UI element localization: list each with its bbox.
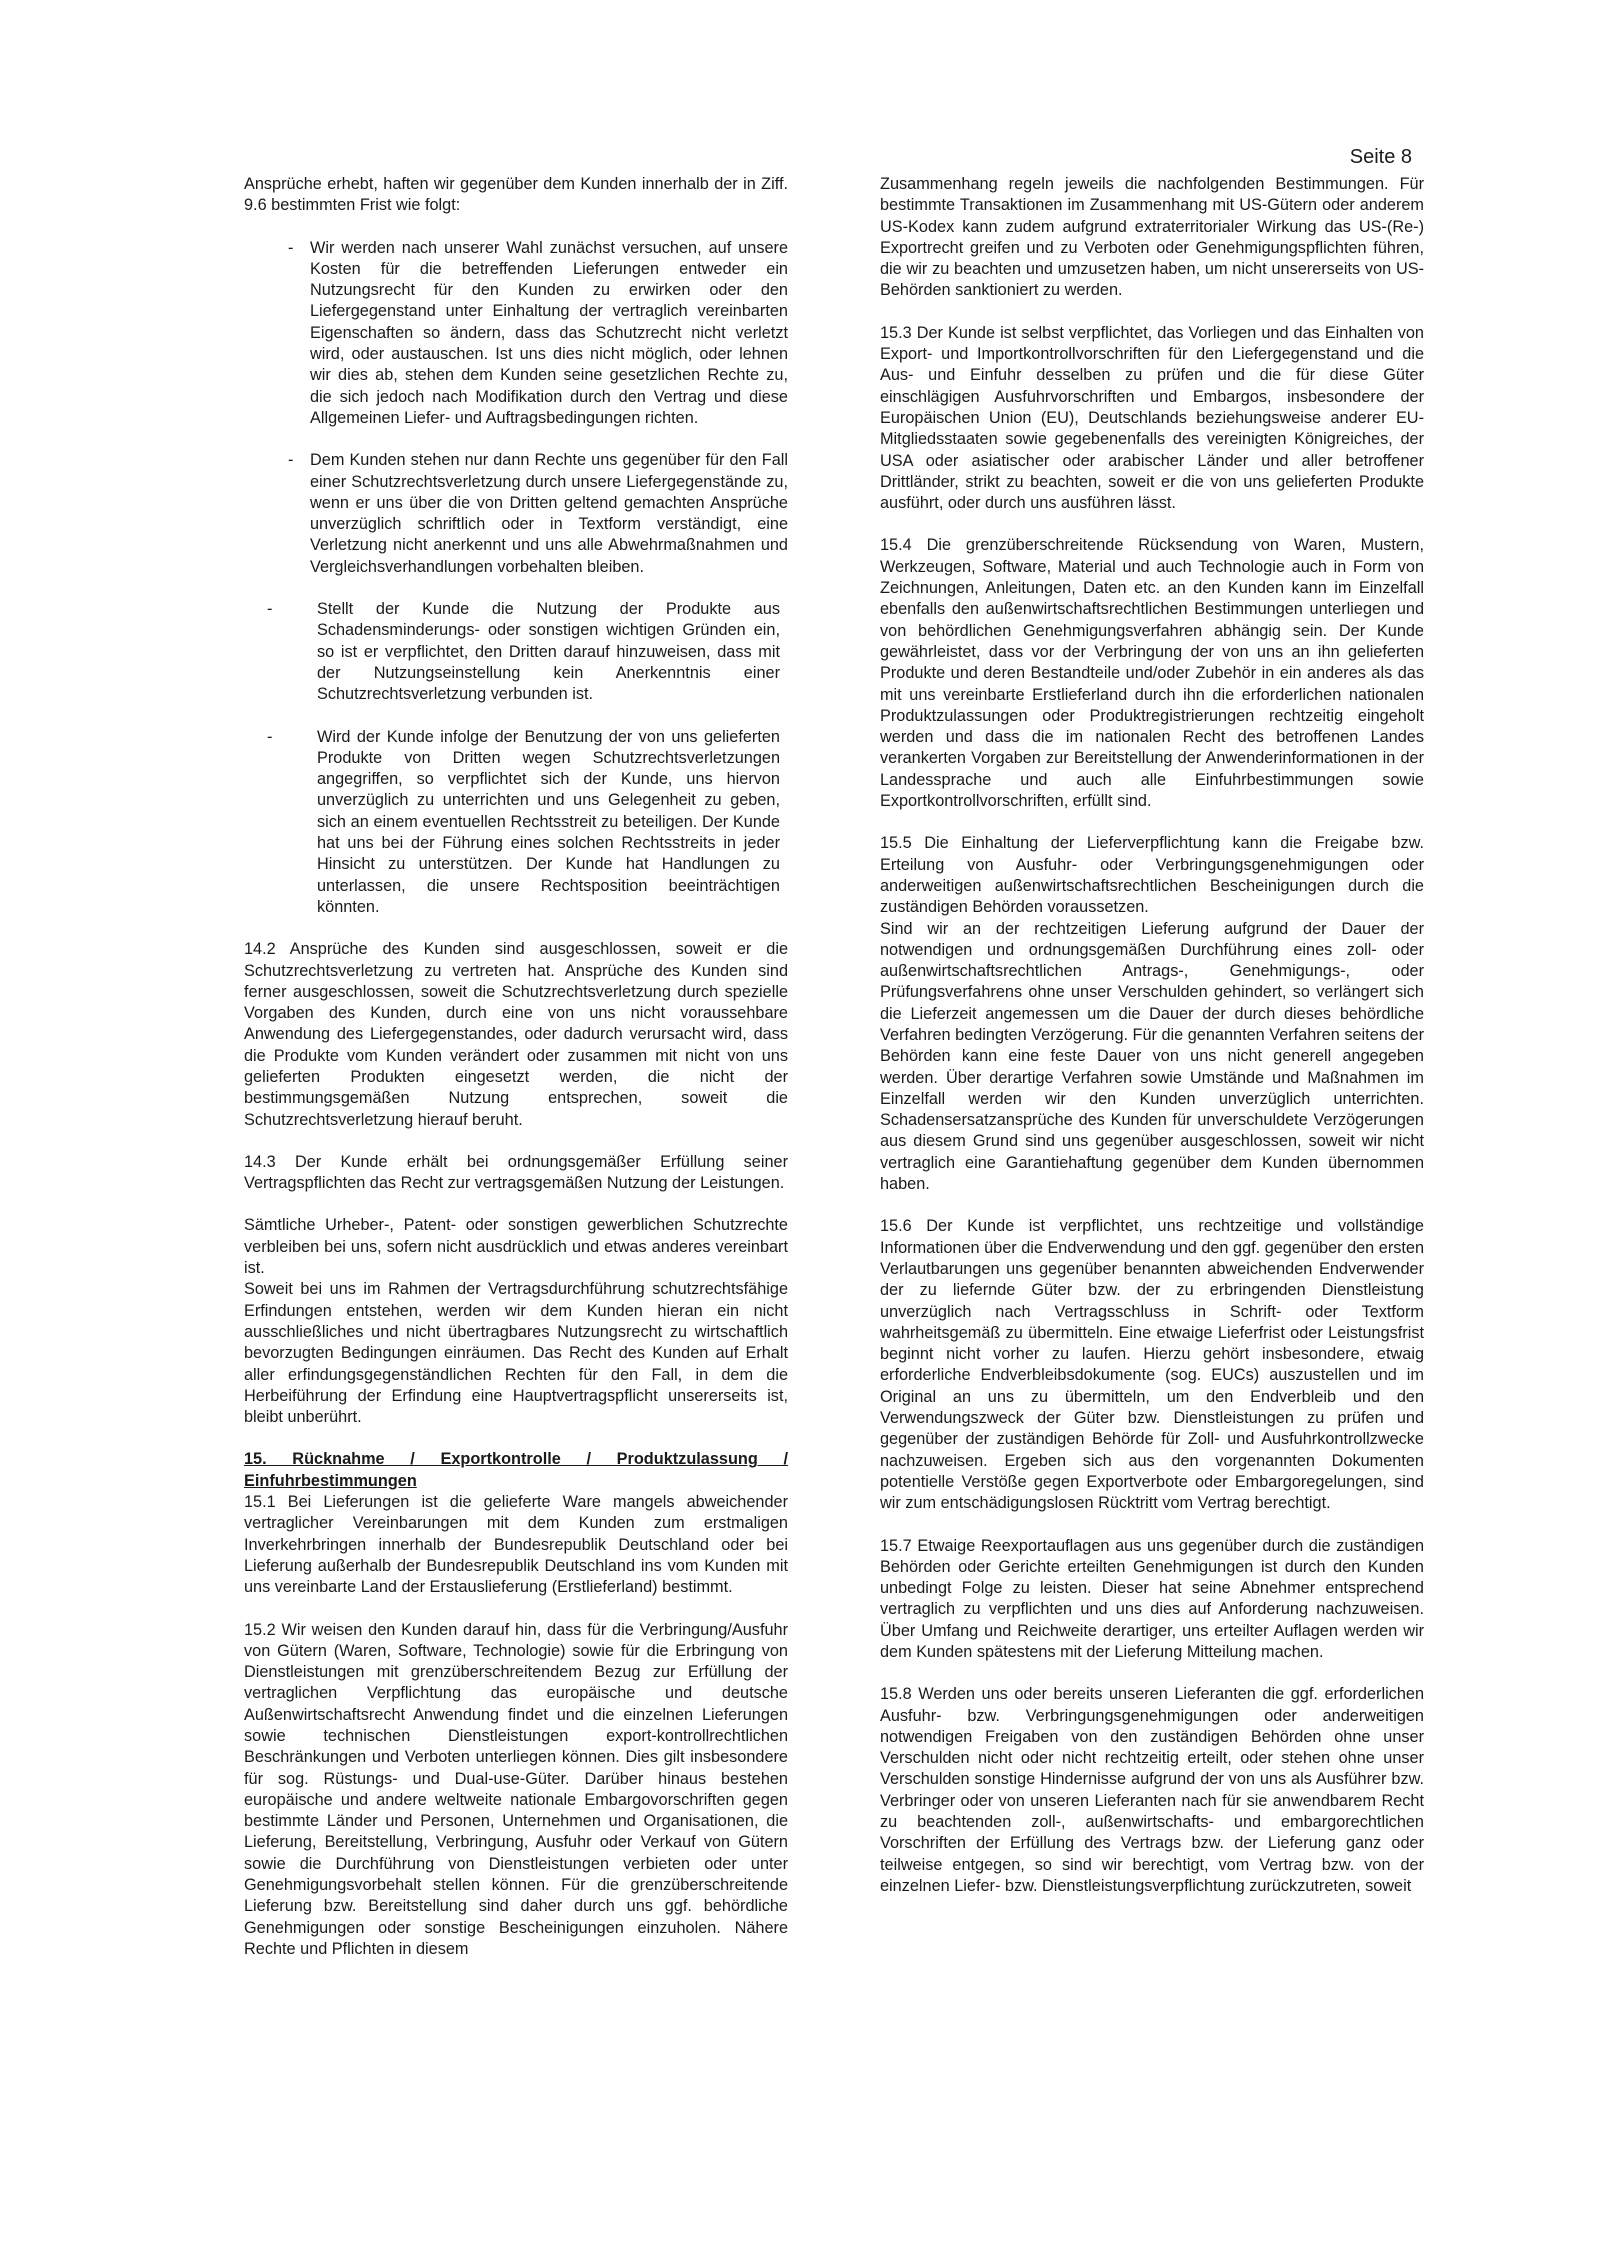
paragraph-15-7: 15.7 Etwaige Reexportauflagen aus uns gegenüber durch die zuständigen Behörden oder Gerichte erteilten Genehmigungen ist durch den Kunden unbedingt Folge zu leisten. Dieser hat seine Abnehmer entsprechend vertraglich zu verpflichten und uns dies auf Anforderung nachzuweisen. Über Umfang und Reichweite derartiger, uns erteilter Auflagen werden wir dem Kunden spätestens mit der Lieferung Mitteilung machen. (880, 1536, 1424, 1661)
intro-paragraph: Ansprüche erhebt, haften wir gegenüber dem Kunden innerhalb der in Ziff. 9.6 bestimmten Frist wie folgt: (244, 175, 788, 215)
bullet-dash: - (288, 451, 294, 470)
page-number: Seite 8 (1349, 146, 1412, 168)
bullet-text: Wird der Kunde infolge der Benutzung der von uns gelieferten Produkte von Dritten wegen Schutzrechtsverletzungen angegriffen, so verpflichtet sich der Kunde, uns hiervon unverzüglich zu unterrichten und uns Gelegenheit zu geben, sich an einem eventuellen Rechtsstreit zu beteiligen. Der Kunde hat uns bei der Führung eines solchen Rechtsstreits in jeder Hinsicht zu unterstützen. Der Kunde hat Handlungen zu unterlassen, die unsere Rechtsposition beeinträchtigen könnten. (317, 727, 780, 916)
bullet-dash: - (288, 238, 294, 257)
paragraph-14-3: 14.3 Der Kunde erhält bei ordnungsgemäßer Erfüllung seiner Vertragspflichten das Recht zur vertragsgemäßen Nutzung der Leistungen. (244, 1152, 788, 1193)
bullet-item (244, 238, 788, 430)
bullet-dash: - (267, 600, 273, 619)
bullet-text: Wir werden nach unserer Wahl zunächst versuchen, auf unsere Kosten für die betreffenden Lieferungen entweder ein Nutzungsrecht für den Kunden zu erwirken oder den Liefergegenstand unter Einhaltung der vertraglich vereinbarten Eigenschaften so ändern, dass das Schutzrecht nicht verletzt wird, oder austauschen. Ist uns dies nicht möglich, oder lehnen wir dies ab, stehen dem Kunden seine gesetzlichen Rechte zu, die sich jedoch nach Modifikation durch den Vertrag und diese Allgemeinen Liefer- und Auftragsbedingungen richten. (310, 238, 788, 427)
paragraph-15-6: 15.6 Der Kunde ist verpflichtet, uns rechtzeitige und vollständige Informationen über die Endverwendung und den ggf. gegenüber den ersten Verlautbarungen uns gegenüber benannten abweichenden Endverwender der zu liefernde Güter bzw. der zu erbringenden Dienstleistung unverzüglich nach Vertragsschluss in Schrift- oder Textform wahrheitsgemäß zu übermitteln. Eine etwaige Lieferfrist oder Leistungsfrist beginnt nicht vorher zu laufen. Hierzu gehört insbesondere, etwaig erforderliche Endverbleibsdokumente (sog. EUCs) auszustellen und im Original an uns zu übermitteln, um den Endverbleib und den Verwendungszweck der Güter bzw. Dienstleistungen zu prüfen und gegenüber der zuständigen Behörde für Zoll- und Ausfuhrkontrollzwecke nachzuweisen. Ergeben sich aus den vorgenannten Dokumenten potentielle Verstöße gegen Exportverbote oder Embargoregelungen, sind wir zum entschädigungslosen Rücktritt vom Vertrag berechtigt. (880, 1217, 1425, 1513)
bullet-item (244, 450, 788, 578)
paragraph-15-5a: 15.5 Die Einhaltung der Lieferverpflichtung kann die Freigabe bzw. Erteilung von Ausfuhr- oder Verbringungsgenehmigungen oder anderweitigen außenwirtschaftsrechtlichen Bescheinigungen durch die zuständigen Behörden voraussetzen. (880, 834, 1424, 917)
paragraph-15-4: 15.4 Die grenzüberschreitende Rücksendung von Waren, Mustern, Werkzeugen, Software, Material und auch Technologie auch in Form von Zeichnungen, Anleitungen, Daten etc. an den Kunden kann im Einzelfall ebenfalls den außenwirtschaftsrechtlichen Bestimmungen unterliegen und von behördlichen Genehmigungsverfahren abhängig sein. Der Kunde gewährleistet, dass vor der Verbringung der von uns an ihn gelieferten Produkte und deren Bestandteile und/oder Zubehör in ein anderes als das mit uns vereinbarte Erstlieferland durch ihn die erforderlichen nationalen Produktzulassungen oder Produktregistrierungen rechtzeitig eingeholt werden und dass die im nationalen Recht des betroffenen Landes verankerten Vorgaben zur Bereitstellung der Anwenderinformationen in der Landessprache und auch alle Einfuhrbestimmungen sowie Exportkontrollvorschriften, erfüllt sind. (880, 536, 1424, 811)
paragraph-rights-b: Soweit bei uns im Rahmen der Vertragsdurchführung schutzrechtsfähige Erfindungen entstehen, werden wir dem Kunden hieran ein nicht ausschließliches und nicht übertragbares Nutzungsrecht zu wirtschaftlich bevorzugten Bedingungen einräumen. Das Recht des Kunden auf Erhalt aller erfindungsgegenständlichen Rechten für den Fall, in dem die Herbeiführung der Erfindung eine Hauptvertragspflicht unsererseits ist, bleibt unberührt. (244, 1280, 788, 1427)
paragraph-15-5b: Sind wir an der rechtzeitigen Lieferung aufgrund der Dauer der notwendigen und ordnungsgemäßen Durchführung eines zoll- oder außenwirtschaftsrechtlichen Antrags-, Genehmigungs-, oder Prüfungsverfahrens ohne unser Verschulden gehindert, so verlängert sich die Lieferzeit angemessen um die Dauer der durch dieses behördliche Verfahren bedingten Verzögerung. Für die genannten Verfahren seitens der Behörden kann eine feste Dauer von uns nicht generell angegeben werden. Über derartige Verfahren sowie Umstände und Maßnahmen im Einzelfall werden wir den Kunden unverzüglich unterrichten. Schadensersatzansprüche des Kunden für unverschuldete Verzögerungen aus diesem Grund sind uns gegenüber ausgeschlossen, soweit wir nicht vertraglich eine Garantiehaftung gegenüber dem Kunden übernommen haben. (880, 919, 1424, 1194)
paragraph-15-2-continued: Zusammenhang regeln jeweils die nachfolgenden Bestimmungen. Für bestimmte Transaktionen im Zusammenhang mit US-Gütern oder anderem US-Kodex kann zudem aufgrund extraterritorialer Wirkung das US-(Re-) Exportrecht greifen und zu Verboten oder Genehmigungspflichten führen, die wir zu beachten und umzusetzen haben, um nicht unsererseits von US-Behörden sanktioniert zu werden. (880, 175, 1424, 300)
section-15-heading: 15. Rücknahme / Exportkontrolle / Produktzulassung / Einfuhrbestimmungen (244, 1450, 788, 1490)
paragraph-15-8: 15.8 Werden uns oder bereits unseren Lieferanten die ggf. erforderlichen Ausfuhr- bzw. Verbringungsgenehmigungen oder anderweitigen notwendigen Freigaben von den zuständigen Behörden ohne unser Verschulden nicht oder nicht rechtzeitig erteilt, oder stehen ohne unser Verschulden sonstige Hindernisse aufgrund der von uns als Ausführer bzw. Verbringer oder von unseren Lieferanten nach für sie anwendbarem Recht zu beachtenden zoll-, außenwirtschafts- und embargorechtlichen Vorschriften der Erfüllung des Vertrags bzw. der Lieferung ganz oder teilweise entgegen, so sind wir berechtigt, vom Vertrag bzw. von der einzelnen Liefer- bzw. Dienstleistungsverpflichtung zurückzutreten, soweit (880, 1685, 1424, 1895)
paragraph-15-1: 15.1 Bei Lieferungen ist die gelieferte Ware mangels abweichender vertraglicher Vereinbarungen mit dem Kunden zum erstmaligen Inverkehrbringen innerhalb der Bundesrepublik Deutschland oder bei Lieferung außerhalb der Bundesrepublik Deutschland ins vom Kunden mit uns vereinbarte Land der Erstauslieferung (Erstlieferland) bestimmt. (244, 1493, 788, 1597)
bullet-dash: - (267, 727, 273, 746)
paragraph-15-3: 15.3 Der Kunde ist selbst verpflichtet, das Vorliegen und das Einhalten von Export- und Importkontrollvorschriften für den Liefergegenstand und die Aus- und Einfuhr desselben zu prüfen und die für diese Güter einschlägigen Ausfuhrvorschriften und Embargos, insbesondere der Europäischen Union (EU), Deutschlands beziehungsweise anderer EU-Mitgliedsstaaten sowie gegebenenfalls des vereinigten Königreiches, der USA oder asiatischer oder arabischer Länder und aller betroffener Drittländer, strikt zu beachten, soweit er die von uns gelieferten Produkte ausführt, oder durch uns ausführen lässt. (880, 323, 1424, 513)
paragraph-rights-a: Sämtliche Urheber-, Patent- oder sonstigen gewerblichen Schutzrechte verbleiben bei uns, sofern nicht ausdrücklich und etwas anderes vereinbart ist. (244, 1216, 788, 1278)
paragraph-14-2: 14.2 Ansprüche des Kunden sind ausgeschlossen, soweit er die Schutzrechtsverletzung zu vertreten hat. Ansprüche des Kunden sind ferner ausgeschlossen, soweit die Schutzrechtsverletzung durch spezielle Vorgaben des Kunden, durch eine von uns nicht voraussehbare Anwendung des Liefergegenstandes, oder dadurch verursacht wird, dass die Produkte vom Kunden verändert oder zusammen mit nicht von uns gelieferten Produkten eingesetzt werden, die nicht der bestimmungsgemäßen Nutzung entsprechen, soweit die Schutzrechtsverletzung hierauf beruht. (244, 940, 788, 1129)
bullet-item (244, 599, 788, 705)
bullet-item (244, 727, 788, 919)
bullet-text: Stellt der Kunde die Nutzung der Produkte aus Schadensminderungs- oder sonstigen wichtigen Gründen ein, so ist er verpflichtet, den Dritten darauf hinzuweisen, dass mit der Nutzungseinstellung kein Anerkenntnis einer Schutzrechtsverletzung verbunden ist. (317, 600, 780, 704)
right-column (880, 174, 1424, 1918)
bullet-text: Dem Kunden stehen nur dann Rechte uns gegenüber für den Fall einer Schutzrechtsverletzung durch unsere Liefergegenstände zu, wenn er uns über die von Dritten geltend gemachten Ansprüche unverzüglich schriftlich oder in Textform verständigt, eine Verletzung nicht anerkennt und uns alle Abwehrmaßnahmen und Vergleichsverhandlungen vorbehalten bleiben. (310, 451, 788, 576)
left-column (244, 174, 788, 1981)
paragraph-15-2: 15.2 Wir weisen den Kunden darauf hin, dass für die Verbringung/Ausfuhr von Gütern (Waren, Software, Technologie) sowie für die Erbringung von Dienstleistungen mit grenzüberschreitendem Bezug zur Erfüllung der vertraglichen Verpflichtung das europäische und deutsche Außenwirtschaftsrecht Anwendung findet und die einzelnen Lieferungen sowie technischen Dienstleistungen export-kontrollrechtlichen Beschränkungen und Verboten unterliegen können. Dies gilt insbesondere für sog. Rüstungs- und Dual-use-Güter. Darüber hinaus bestehen europäische und andere weltweite nationale Embargovorschriften gegen bestimmte Länder und Personen, Unternehmen und Organisationen, die Lieferung, Bereitstellung, Verbringung, Ausfuhr oder Verkauf von Gütern sowie die Durchführung von Dienstleistungen verbieten oder unter Genehmigungsvorbehalt stellen können. Für die grenzüberschreitende Lieferung bzw. Bereitstellung sind daher durch uns ggf. behördliche Genehmigungen oder sonstige Bescheinigungen einzuholen. Nähere Rechte und Pflichten in diesem (244, 1620, 788, 1958)
